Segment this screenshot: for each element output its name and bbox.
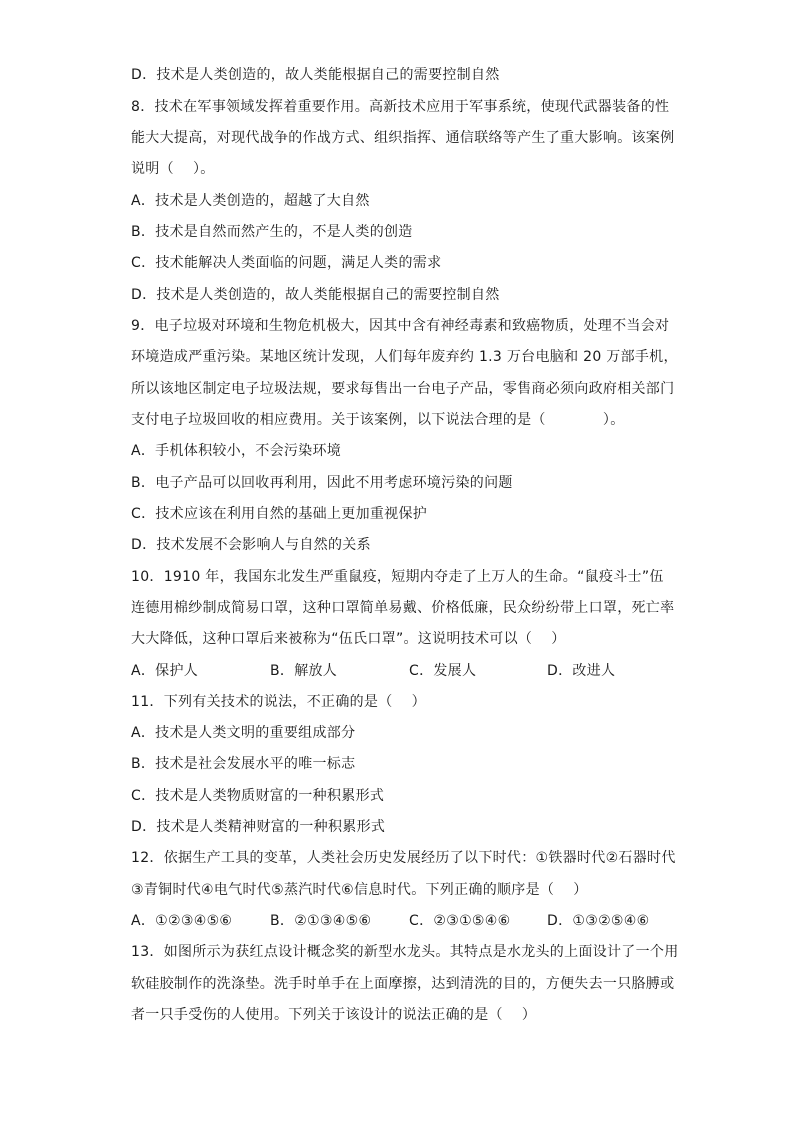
q10-options-row bbox=[131, 661, 671, 681]
q9-stem-line-3: 所以该地区制定电子垃圾法规，要求每售出一台电子产品，零售商必须向政府相关部门 bbox=[131, 381, 675, 397]
q10-option-d: D．改进人 bbox=[547, 663, 616, 679]
q10-option-b: B．解放人 bbox=[270, 663, 338, 679]
q12-options-row bbox=[131, 911, 671, 931]
q9-option-c: C．技术应该在利用自然的基础上更加重视保护 bbox=[131, 506, 428, 522]
q12-stem-line-2: ③青铜时代④电气时代⑤蒸汽时代⑥信息时代。下列正确的顺序是（ ） bbox=[131, 882, 588, 898]
q12-stem-line-1: 12．依据生产工具的变革，人类社会历史发展经历了以下时代：①铁器时代②石器时代 bbox=[131, 850, 676, 866]
q13-stem-line-3: 者一只手受伤的人使用。下列关于该设计的说法正确的是（ ） bbox=[131, 1007, 537, 1023]
q9-option-d: D．技术发展不会影响人与自然的关系 bbox=[131, 537, 371, 553]
q10-stem-line-1: 10．1910 年，我国东北发生严重鼠疫，短期内夺走了上万人的生命。“鼠疫斗士”伍 bbox=[131, 569, 664, 585]
q11-option-d: D．技术是人类精神财富的一种积累形式 bbox=[131, 819, 386, 835]
q9-option-a: A．手机体积较小，不会污染环境 bbox=[131, 443, 342, 459]
q8-option-b: B．技术是自然而然产生的，不是人类的创造 bbox=[131, 224, 413, 240]
q8-stem-line-3: 说明（ ）。 bbox=[131, 161, 215, 177]
q7-option-d: D．技术是人类创造的，故人类能根据自己的需要控制自然 bbox=[131, 67, 500, 83]
q8-option-c: C．技术能解决人类面临的问题，满足人类的需求 bbox=[131, 255, 442, 271]
q8-option-d: D．技术是人类创造的，故人类能根据自己的需要控制自然 bbox=[131, 287, 500, 303]
q13-stem-line-1: 13．如图所示为获红点设计概念奖的新型水龙头。其特点是水龙头的上面设计了一个用 bbox=[131, 944, 679, 960]
q10-stem-line-2: 连德用棉纱制成简易口罩，这种口罩简单易戴、价格低廉，民众纷纷带上口罩，死亡率 bbox=[131, 600, 675, 616]
q13-stem-line-2: 软硅胶制作的洗涤垫。洗手时单手在上面摩擦，达到清洗的目的，方便失去一只胳膊或 bbox=[131, 976, 675, 992]
q10-option-c: C．发展人 bbox=[409, 663, 477, 679]
q9-option-b: B．电子产品可以回收再利用，因此不用考虑环境污染的问题 bbox=[131, 475, 513, 491]
q10-stem-line-3: 大大降低，这种口罩后来被称为“伍氏口罩”。这说明技术可以（ ） bbox=[131, 631, 566, 647]
q12-option-c: C．②③①⑤④⑥ bbox=[409, 913, 511, 929]
q9-stem-line-1: 9．电子垃圾对环境和生物危机极大，因其中含有神经毒素和致癌物质，处理不当会对 bbox=[131, 318, 670, 334]
q8-stem-line-1: 8．技术在军事领域发挥着重要作用。高新技术应用于军事系统，使现代武器装备的性 bbox=[131, 99, 670, 115]
q11-option-a: A．技术是人类文明的重要组成部分 bbox=[131, 725, 356, 741]
q12-option-d: D．①③②⑤④⑥ bbox=[547, 913, 650, 929]
q9-stem-line-4: 支付电子垃圾回收的相应费用。关于该案例，以下说法合理的是（ ）。 bbox=[131, 412, 625, 428]
q11-stem: 11．下列有关技术的说法，不正确的是（ ） bbox=[131, 694, 426, 710]
q8-stem-line-2: 能大大提高，对现代战争的作战方式、组织指挥、通信联络等产生了重大影响。该案例 bbox=[131, 130, 675, 146]
q11-option-b: B．技术是社会发展水平的唯一标志 bbox=[131, 756, 356, 772]
q12-option-b: B．②①③④⑤⑥ bbox=[270, 913, 372, 929]
q12-option-a: A．①②③④⑤⑥ bbox=[131, 913, 233, 929]
q9-stem-line-2: 环境造成严重污染。某地区统计发现，人们每年废弃约 1.3 万台电脑和 20 万部手机， bbox=[131, 349, 678, 365]
q8-option-a: A．技术是人类创造的，超越了大自然 bbox=[131, 193, 370, 209]
q10-option-a: A．保护人 bbox=[131, 663, 199, 679]
q11-option-c: C．技术是人类物质财富的一种积累形式 bbox=[131, 788, 385, 804]
